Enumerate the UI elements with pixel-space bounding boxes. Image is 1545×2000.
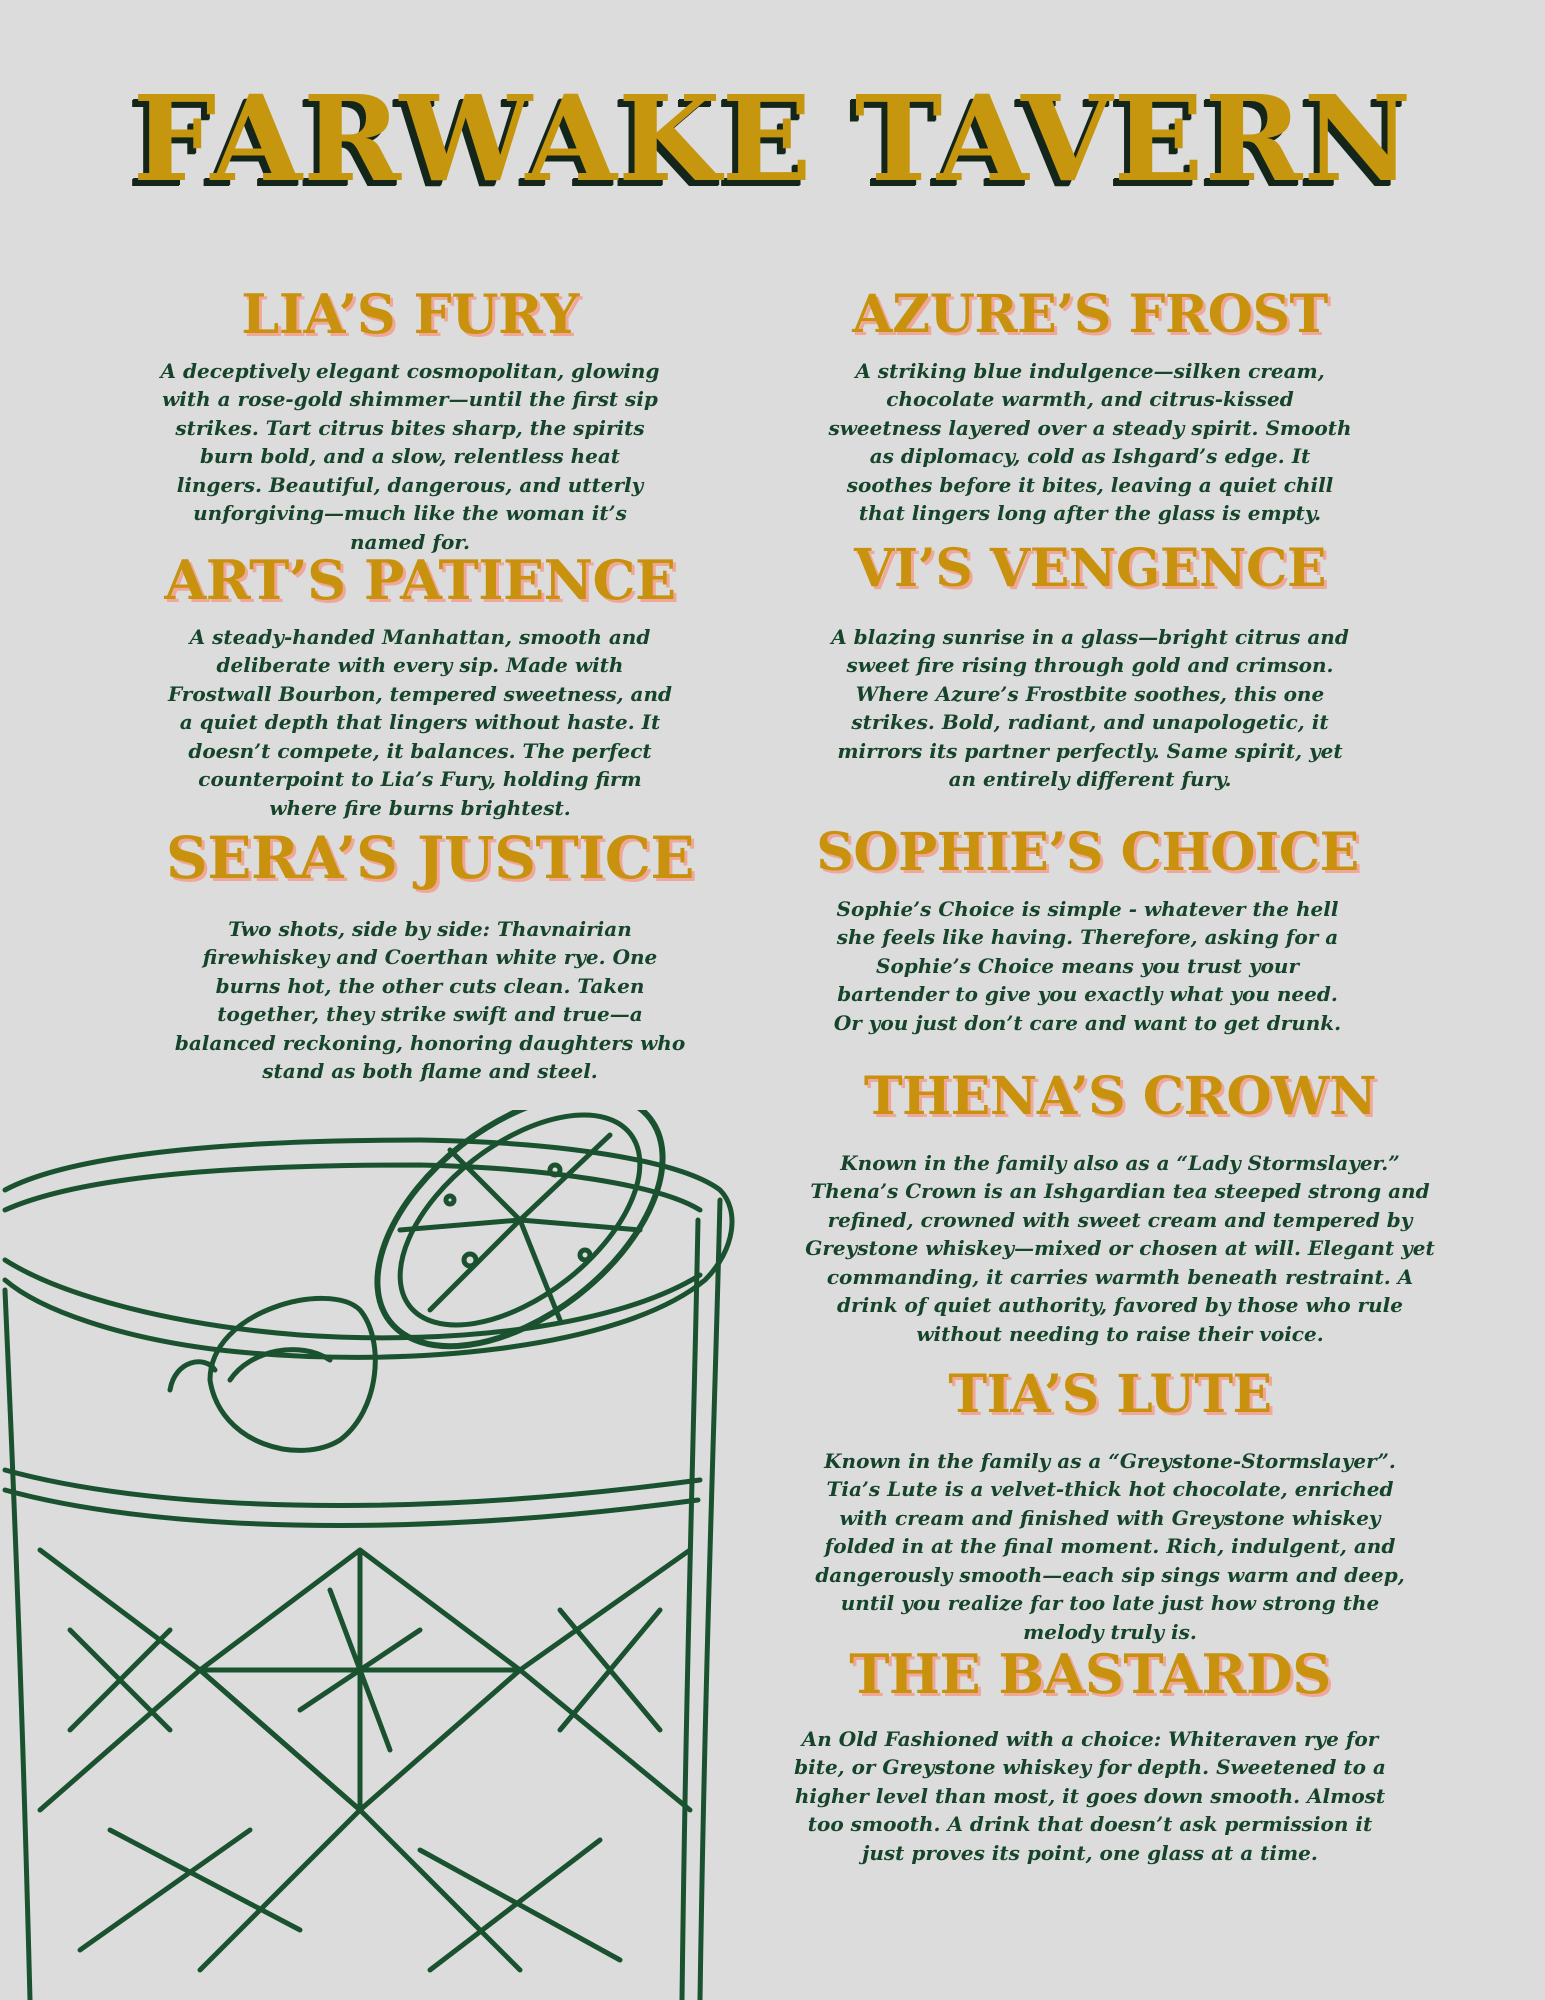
drink-description: A striking blue indulgence—silken cream, chocolate warmth, and citrus-kissed sweetness layered over a steady spirit. Smooth as diplomacy, cold as Ishgard’s edge. It soothes before it bites, leaving a quiet chill that lingers long after the glass is empty. [828, 358, 1352, 526]
drink-description: Sophie’s Choice is simple - whatever the hell she feels like having. Therefore, asking for a Sophie’s Choice means you trust your bartender to give you exactly what you need. Or you just don’t care and want to get drunk. [833, 896, 1342, 1035]
drink-thenas-crown [800, 1066, 1440, 1348]
drink-name: THE BASTARDS [849, 1642, 1331, 1706]
drink-arts-patience [140, 548, 700, 822]
drink-name: TIA’S LUTE [948, 1364, 1272, 1425]
drink-azures-frost [815, 284, 1365, 528]
drink-tias-lute [800, 1364, 1420, 1646]
drink-description: Known in the family as a “Greystone-Stormslayer”. Tia’s Lute is a velvet-thick hot chocolate, enriched with cream and finished with Greystone whiskey folded in at the final moment. Rich, indulgent, and dangerously smooth—each sip sings warm and deep, until you realize far too late just how strong the melody truly is. [815, 1448, 1405, 1644]
drink-description: Two shots, side by side: Thavnairian firewhiskey and Coerthan white rye. One burns hot, the other cuts clean. Taken together, they strike swift and true—a balanced reckoning, honoring daughters who stand as both flame and steel. [174, 916, 686, 1084]
drink-sophies-choice [800, 822, 1375, 1037]
drink-lias-fury [150, 282, 670, 556]
drink-name: SOPHIE’S CHOICE [816, 822, 1359, 883]
drink-description: A deceptively elegant cosmopolitan, glowing with a rose-gold shimmer—until the first sip strikes. Tart citrus bites sharp, the spirits burn bold, and a slow, relentless heat lingers. Beautiful, dangerous, and utterly unforgiving—much like the woman it’s named for. [160, 358, 660, 554]
drink-name: SERA’S JUSTICE [165, 824, 695, 892]
drink-name: LIA’S FURY [241, 282, 579, 346]
drink-description: A blazing sunrise in a glass—bright citrus and sweet fire rising through gold and crimson. Where Azure’s Frostbite soothes, this one strikes. Bold, radiant, and unapologetic, it mirrors its partner perfectly. Same spirit, yet an entirely different fury. [831, 624, 1349, 792]
drink-name: VI’S VENGENCE [853, 538, 1327, 599]
drink-the-bastards [780, 1642, 1400, 1867]
drink-description: Known in the family also as a “Lady Stormslayer.” Thena’s Crown is an Ishgardian tea steeped strong and refined, crowned with sweet cream and tempered by Greystone whiskey—mixed or chosen at will. Elegant yet commanding, it carries warmth beneath restraint. A drink of quiet authority, favored by those who rule without needing to raise their voice. [805, 1150, 1435, 1346]
drink-name: THENA’S CROWN [863, 1066, 1377, 1127]
page-title: FARWAKE TAVERN [132, 69, 1413, 208]
drink-vis-vengence [815, 538, 1365, 794]
drink-name: ART’S PATIENCE [164, 548, 676, 612]
drink-description: An Old Fashioned with a choice: Whiteraven rye for bite, or Greystone whiskey for depth. Sweetened to a higher level than most, it goes down smooth. Almost too smooth. A drink that doesn’t ask permission it just proves its point, one glass at a time. [794, 1726, 1386, 1865]
drink-name: AZURE’S FROST [852, 284, 1328, 345]
cocktail-glass-with-lime-illustration [0, 1110, 760, 2000]
drink-seras-justice [150, 824, 710, 1086]
drink-description: A steady-handed Manhattan, smooth and deliberate with every sip. Made with Frostwall Bourbon, tempered sweetness, and a quiet depth that lingers without haste. It doesn’t compete, it balances. The perfect counterpoint to Lia’s Fury, holding firm where fire burns brightest. [167, 624, 673, 820]
